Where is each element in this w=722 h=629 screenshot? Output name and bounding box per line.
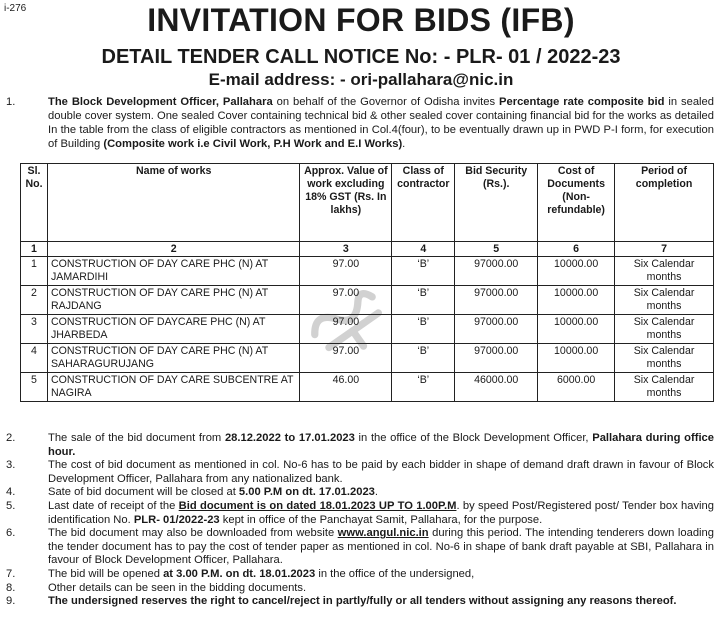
list-item: 4. Sate of bid document will be closed at 5.00 P.M on dt. 17.01.2023. <box>6 486 379 499</box>
list-item: 6. The bid document may also be downloaded from website www.angul.nic.in during this period. The intending tenderers down loading the tender document has to pay the cost of tender paper as mentioned in col. No-6 in shape of bank draft payable at SBI, Pallahara in favour of Block Development Officer, Pallahara. <box>6 527 714 567</box>
cell-work-name: CONSTRUCTION OF DAY CARE PHC (N) AT JAMARDIHI <box>47 257 299 286</box>
cell-value: 97.00 <box>300 286 392 315</box>
notes-list <box>6 432 714 609</box>
column-index: 4 <box>392 242 455 257</box>
cell-class: ‘B’ <box>392 315 455 344</box>
note-number: 5. <box>6 499 16 512</box>
table-header-row <box>21 164 714 242</box>
list-item: 3. The cost of bid document as mentioned in col. No-6 has to be paid by each bidder in shape of demand draft drawn in favour of Block Development Officer, Pallahara from any nationalized bank. <box>6 459 714 485</box>
table-row <box>21 373 714 402</box>
cell-period: Six Calendar months <box>615 373 714 402</box>
cell-bid-security: 97000.00 <box>455 257 538 286</box>
cell-period: Six Calendar months <box>615 286 714 315</box>
email-address: E-mail address: - ori-pallahara@nic.in <box>208 70 514 89</box>
paragraph-number: 1. <box>6 96 16 108</box>
cell-bid-security: 97000.00 <box>455 315 538 344</box>
cell-class: ‘B’ <box>392 257 455 286</box>
cell-period: Six Calendar months <box>615 315 714 344</box>
column-header: Name of works <box>47 164 299 242</box>
list-item: 7. The bid will be opened at 3.00 P.M. on dt. 18.01.2023 in the office of the undersigned, <box>6 567 475 580</box>
cell-sl: 5 <box>21 373 48 402</box>
cell-class: ‘B’ <box>392 344 455 373</box>
list-item: 9. The undersigned reserves the right to cancel/reject in partly/fully or all tenders without assigning any reasons thereof. <box>6 595 677 608</box>
intro-paragraph <box>6 95 714 151</box>
watermark-stamp <box>296 272 400 376</box>
website-link: www.angul.nic.in <box>337 527 429 540</box>
cell-sl: 1 <box>21 257 48 286</box>
column-index: 2 <box>47 242 299 257</box>
column-index: 5 <box>455 242 538 257</box>
tender-notice-number: DETAIL TENDER CALL NOTICE No: - PLR- 01 / 2022-23 <box>101 46 621 68</box>
cell-bid-security: 97000.00 <box>455 286 538 315</box>
note-number: 3. <box>6 459 16 472</box>
cell-bid-security: 97000.00 <box>455 344 538 373</box>
list-item: 5. Last date of receipt of the Bid document is on dated 18.01.2023 UP TO 1.00P.M. by speed Post/Registered post/ Tender box having identification No. PLR- 01/2022-23 kept in office of the Panchayat Samit, Pallahara, for the purpose. <box>6 499 714 526</box>
column-header: Period of completion <box>615 164 714 242</box>
column-header: Class of contractor <box>392 164 455 242</box>
list-item: 8. Other details can be seen in the bidding documents. <box>6 581 307 594</box>
column-header: Bid Security (Rs.). <box>455 164 538 242</box>
column-index: 3 <box>300 242 392 257</box>
cell-sl: 3 <box>21 315 48 344</box>
cell-sl: 2 <box>21 286 48 315</box>
cell-document-cost: 10000.00 <box>538 315 615 344</box>
cell-document-cost: 10000.00 <box>538 286 615 315</box>
column-header: Sl. No. <box>21 164 48 242</box>
column-index: 6 <box>538 242 615 257</box>
note-number: 6. <box>6 527 16 540</box>
cell-bid-security: 46000.00 <box>455 373 538 402</box>
column-index: 1 <box>21 242 48 257</box>
cell-work-name: CONSTRUCTION OF DAY CARE PHC (N) AT RAJDANG <box>47 286 299 315</box>
cell-value: 97.00 <box>300 257 392 286</box>
column-index-row <box>21 242 714 257</box>
note-number: 4. <box>6 486 16 499</box>
cell-document-cost: 6000.00 <box>538 373 615 402</box>
note-number: 7. <box>6 567 16 580</box>
cell-document-cost: 10000.00 <box>538 344 615 373</box>
cell-value: 46.00 <box>300 373 392 402</box>
note-number: 8. <box>6 581 16 594</box>
page-title: INVITATION FOR BIDS (IFB) <box>147 2 575 38</box>
note-number: 2. <box>6 432 16 444</box>
column-header: Approx. Value of work excluding 18% GST (Rs. In lakhs) <box>300 164 392 242</box>
cell-sl: 4 <box>21 344 48 373</box>
cell-period: Six Calendar months <box>615 344 714 373</box>
cell-work-name: CONSTRUCTION OF DAY CARE PHC (N) AT SAHARAGURUJANG <box>47 344 299 373</box>
intro-text: The Block Development Officer, Pallahara on behalf of the Governor of Odisha invites Percentage rate composite bid in sealed double cover system. One sealed Cover containing technical bid & other sealed cover containing financial bid for the works as detailed In the table from the class of eligible contractors as mentioned in Col.4(four), to be eventually drawn up in PWD P-I form, for execution of Building (Composite work i.e Civil Work, P.H Work and E.I Works). <box>48 96 714 150</box>
cell-document-cost: 10000.00 <box>538 257 615 286</box>
column-header: Cost of Documents (Non-refundable) <box>538 164 615 242</box>
cell-value: 97.00 <box>300 344 392 373</box>
list-item: 2. The sale of the bid document from 28.12.2022 to 17.01.2023 in the office of the Block Development Officer, Pallahara during office hour. <box>6 432 714 458</box>
cell-value: 97.00 <box>300 315 392 344</box>
document-code: i-276 <box>4 3 27 14</box>
cell-period: Six Calendar months <box>615 257 714 286</box>
cell-class: ‘B’ <box>392 286 455 315</box>
cell-work-name: CONSTRUCTION OF DAYCARE PHC (N) AT JHARBEDA <box>47 315 299 344</box>
note-number: 9. <box>6 595 16 608</box>
column-index: 7 <box>615 242 714 257</box>
cell-work-name: CONSTRUCTION OF DAY CARE SUBCENTRE AT NAGIRA <box>47 373 299 402</box>
cell-class: ‘B’ <box>392 373 455 402</box>
